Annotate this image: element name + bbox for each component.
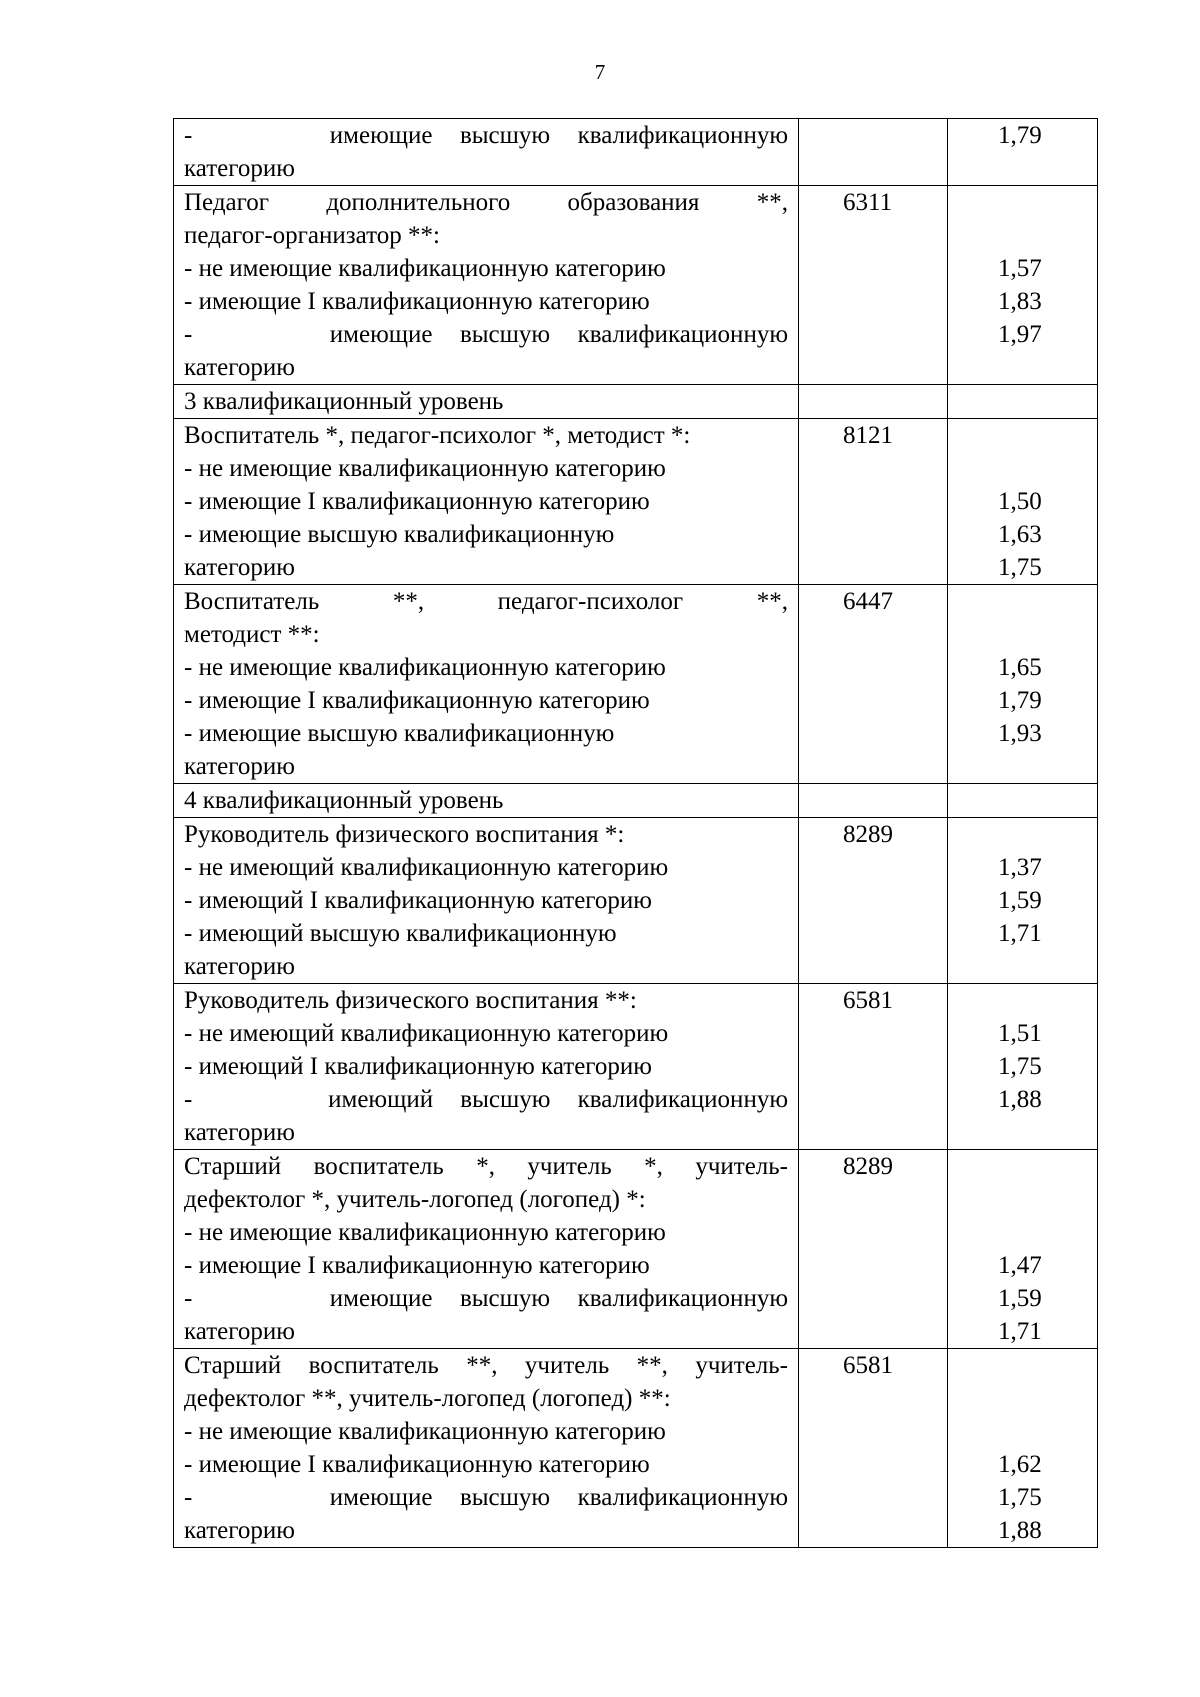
position-cell (174, 385, 799, 419)
table-body (174, 119, 1098, 1548)
position-text-line: - имеющий I квалификационную категорию (184, 887, 652, 914)
coefficient-value (948, 1415, 1097, 1448)
position-text-line: - имеющие I квалификационную категорию (184, 687, 650, 714)
coefficient-value: 1,79 (998, 687, 1042, 714)
coefficient-value (948, 750, 1097, 783)
coefficient-value (948, 186, 1097, 219)
qualification-coefficients-table (173, 118, 1098, 1548)
table-row (174, 419, 1098, 585)
code-cell (799, 984, 948, 1150)
coefficient-value (948, 784, 1097, 817)
position-text-line: - имеющие I квалификационную категорию (184, 1451, 650, 1478)
position-text-line: категорию (184, 1318, 295, 1345)
position-text-line: дефектолог **, учитель-логопед (логопед) **: (184, 1385, 671, 1412)
position-text-line: - имеющий высшую квалификационную (184, 1086, 788, 1113)
table-row (174, 784, 1098, 818)
coefficient-value (948, 351, 1097, 384)
code-cell (799, 119, 948, 186)
coefficient-value: 1,79 (998, 122, 1042, 149)
coefficient-value (948, 1116, 1097, 1149)
position-text-line: - имеющие высшую квалификационную (184, 1285, 788, 1312)
position-text-line: 4 квалификационный уровень (184, 787, 504, 814)
position-text-line: Старший воспитатель *, учитель *, учитель- (184, 1153, 788, 1180)
position-cell (174, 984, 799, 1150)
coefficient-value: 1,75 (998, 1053, 1042, 1080)
position-text-line: - не имеющий квалификационную категорию (184, 1020, 669, 1047)
coefficient-cell (948, 818, 1098, 984)
position-text-line: - имеющие I квалификационную категорию (184, 488, 650, 515)
coefficient-value: 1,59 (998, 887, 1042, 914)
position-text-line: - имеющие высшую квалификационную (184, 1484, 788, 1511)
position-cell (174, 818, 799, 984)
code-value: 6581 (843, 987, 893, 1014)
table-row (174, 585, 1098, 784)
coefficient-value: 1,51 (998, 1020, 1042, 1047)
table-row (174, 1150, 1098, 1349)
code-cell (799, 1349, 948, 1548)
coefficient-cell (948, 119, 1098, 186)
table-row (174, 186, 1098, 385)
position-text-line: Воспитатель *, педагог-психолог *, методист *: (184, 422, 691, 449)
position-cell (174, 784, 799, 818)
position-text-line: - имеющий I квалификационную категорию (184, 1053, 652, 1080)
coefficient-cell (948, 186, 1098, 385)
coefficient-value (948, 1150, 1097, 1183)
position-cell (174, 186, 799, 385)
position-cell (174, 119, 799, 186)
code-value: 6311 (843, 189, 893, 216)
coefficient-value (948, 419, 1097, 452)
page-number: 7 (594, 60, 606, 84)
code-value: 8289 (843, 821, 893, 848)
position-text-line: - имеющие I квалификационную категорию (184, 1252, 650, 1279)
position-text-line: категорию (184, 354, 295, 381)
code-cell (799, 585, 948, 784)
coefficient-cell (948, 1349, 1098, 1548)
coefficient-value: 1,71 (998, 920, 1042, 947)
position-cell (174, 1349, 799, 1548)
coefficient-value: 1,63 (998, 521, 1042, 548)
position-text-line: 3 квалификационный уровень (184, 388, 504, 415)
position-text-line: - имеющие высшую квалификационную (184, 321, 788, 348)
coefficient-cell (948, 784, 1098, 818)
coefficient-value (948, 818, 1097, 851)
position-text-line: - не имеющие квалификационную категорию (184, 255, 666, 282)
position-text-line: - имеющие высшую квалификационную (184, 720, 615, 747)
code-value (799, 784, 947, 817)
coefficient-value: 1,75 (998, 554, 1042, 581)
code-value (799, 385, 947, 418)
coefficient-value (948, 1216, 1097, 1249)
code-value: 6581 (843, 1352, 893, 1379)
code-cell (799, 419, 948, 585)
coefficient-cell (948, 385, 1098, 419)
position-text-line: Воспитатель **, педагог-психолог **, (184, 588, 788, 615)
code-value: 8121 (843, 422, 893, 449)
position-text-line: - не имеющие квалификационную категорию (184, 654, 666, 681)
position-cell (174, 1150, 799, 1349)
coefficient-value (948, 1382, 1097, 1415)
position-text-line: Педагог дополнительного образования **, (184, 189, 788, 216)
code-value (799, 119, 947, 152)
code-cell (799, 385, 948, 419)
coefficient-value: 1,83 (998, 288, 1042, 315)
coefficient-value (948, 585, 1097, 618)
position-cell (174, 585, 799, 784)
coefficient-value (948, 1183, 1097, 1216)
table-row (174, 119, 1098, 186)
position-text-line: - имеющий высшую квалификационную (184, 920, 617, 947)
code-cell (799, 784, 948, 818)
table-row (174, 385, 1098, 419)
coefficient-cell (948, 419, 1098, 585)
coefficient-value: 1,88 (998, 1517, 1042, 1544)
coefficient-cell (948, 585, 1098, 784)
position-text-line: категорию (184, 953, 295, 980)
table-row (174, 1349, 1098, 1548)
coefficient-value: 1,71 (998, 1318, 1042, 1345)
coefficient-value: 1,59 (998, 1285, 1042, 1312)
coefficient-value (948, 984, 1097, 1017)
position-text-line: - не имеющий квалификационную категорию (184, 854, 669, 881)
coefficient-value: 1,62 (998, 1451, 1042, 1478)
code-value: 6447 (843, 588, 893, 615)
coefficient-value: 1,97 (998, 321, 1042, 348)
position-text-line: Руководитель физического воспитания *: (184, 821, 625, 848)
coefficient-value: 1,50 (998, 488, 1042, 515)
position-text-line: категорию (184, 753, 295, 780)
coefficient-value (948, 950, 1097, 983)
position-text-line: Старший воспитатель **, учитель **, учитель- (184, 1352, 788, 1379)
coefficient-value: 1,75 (998, 1484, 1042, 1511)
code-cell (799, 818, 948, 984)
coefficient-value: 1,47 (998, 1252, 1042, 1279)
code-cell (799, 1150, 948, 1349)
position-text-line: категорию (184, 1517, 295, 1544)
coefficient-value: 1,37 (998, 854, 1042, 881)
coefficient-cell (948, 1150, 1098, 1349)
coefficient-value (948, 452, 1097, 485)
code-value: 8289 (843, 1153, 893, 1180)
position-text-line: Руководитель физического воспитания **: (184, 987, 637, 1014)
coefficient-value: 1,65 (998, 654, 1042, 681)
coefficient-value: 1,88 (998, 1086, 1042, 1113)
position-text-line: - не имеющие квалификационную категорию (184, 455, 666, 482)
position-cell (174, 419, 799, 585)
position-text-line: - имеющие I квалификационную категорию (184, 288, 650, 315)
position-text-line: категорию (184, 554, 295, 581)
position-text-line: дефектолог *, учитель-логопед (логопед) *: (184, 1186, 646, 1213)
coefficient-cell (948, 984, 1098, 1150)
coefficient-value: 1,57 (998, 255, 1042, 282)
coefficient-value (948, 219, 1097, 252)
coefficient-value (948, 618, 1097, 651)
position-text-line: - не имеющие квалификационную категорию (184, 1418, 666, 1445)
coefficient-value (948, 1349, 1097, 1382)
position-text-line: - не имеющие квалификационную категорию (184, 1219, 666, 1246)
position-text-line: - имеющие высшую квалификационную (184, 122, 788, 149)
code-cell (799, 186, 948, 385)
position-text-line: категорию (184, 1119, 295, 1146)
position-text-line: методист **: (184, 621, 320, 648)
coefficient-value (948, 152, 1097, 185)
coefficient-value: 1,93 (998, 720, 1042, 747)
table-row (174, 984, 1098, 1150)
position-text-line: педагог-организатор **: (184, 222, 440, 249)
table-row (174, 818, 1098, 984)
position-text-line: - имеющие высшую квалификационную (184, 521, 615, 548)
position-text-line: категорию (184, 155, 295, 182)
coefficient-value (948, 385, 1097, 418)
